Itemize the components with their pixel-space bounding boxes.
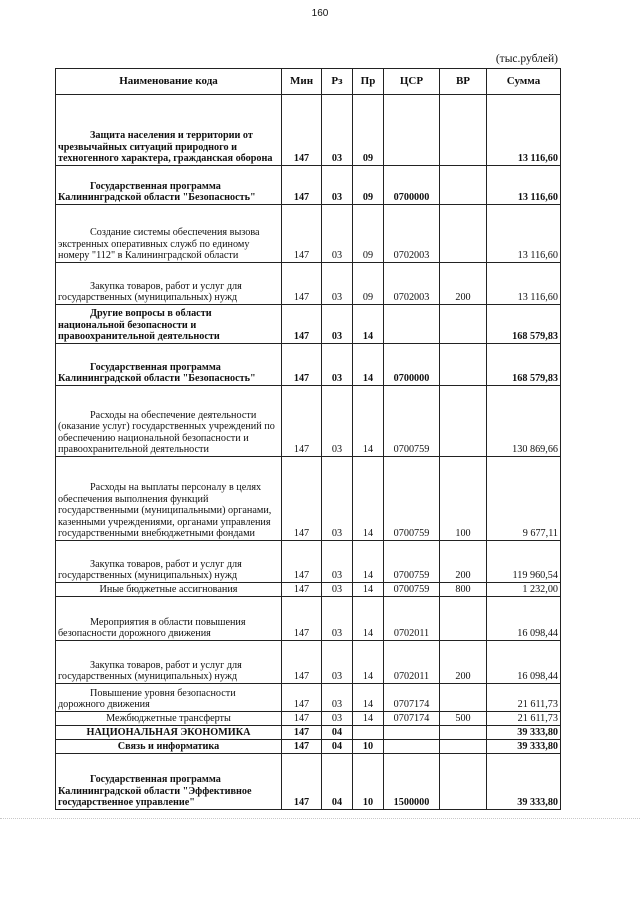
cell-vr: 200 (440, 263, 487, 305)
cell-rz: 04 (322, 754, 353, 810)
row-label: Защита населения и территории от чрезвычайных ситуаций природного и техногенного характера, гражданская оборона (58, 130, 273, 165)
cell-vr (440, 166, 487, 205)
cell-rz: 03 (322, 166, 353, 205)
cell-name (56, 754, 282, 810)
cell-vr (440, 344, 487, 386)
cell-pr: 10 (353, 740, 384, 754)
row-label: Иные бюджетные ассигнования (99, 584, 238, 596)
row-label: НАЦИОНАЛЬНАЯ ЭКОНОМИКА (86, 727, 251, 739)
cell-vr: 800 (440, 583, 487, 597)
cell-min: 147 (282, 726, 322, 740)
cell-name (56, 166, 282, 205)
cell-vr (440, 95, 487, 166)
table-row (56, 166, 561, 205)
table-row (56, 641, 561, 684)
cell-name (56, 712, 282, 726)
table-row (56, 740, 561, 754)
row-label: Расходы на обеспечение деятельности (оказание услуг) государственных учреждений по обеспечению национальной безопасности и правоохранительной деятельности (58, 409, 275, 456)
header-rz: Рз (322, 69, 353, 95)
cell-pr: 09 (353, 166, 384, 205)
cell-pr: 14 (353, 305, 384, 344)
table-row (56, 712, 561, 726)
units-label: (тыс.рублей) (495, 53, 558, 65)
cell-vr (440, 754, 487, 810)
cell-sum: 168 579,83 (487, 344, 561, 386)
cell-rz: 04 (322, 726, 353, 740)
table-row (56, 684, 561, 712)
row-label: Межбюджетные трансферты (106, 713, 231, 725)
cell-sum: 130 869,66 (487, 386, 561, 457)
cell-pr: 14 (353, 712, 384, 726)
table-row (56, 305, 561, 344)
cell-name (56, 205, 282, 263)
cell-rz: 03 (322, 263, 353, 305)
cell-pr: 14 (353, 344, 384, 386)
cell-pr: 14 (353, 541, 384, 583)
cell-sum: 168 579,83 (487, 305, 561, 344)
cell-csr (384, 726, 440, 740)
cell-min: 147 (282, 263, 322, 305)
cell-rz: 03 (322, 205, 353, 263)
cell-pr: 10 (353, 754, 384, 810)
cell-name (56, 305, 282, 344)
header-sum: Сумма (487, 69, 561, 95)
cell-min: 147 (282, 583, 322, 597)
cell-name (56, 541, 282, 583)
cell-sum: 16 098,44 (487, 597, 561, 641)
cell-pr: 09 (353, 205, 384, 263)
cell-name (56, 740, 282, 754)
cell-min: 147 (282, 166, 322, 205)
cell-sum: 21 611,73 (487, 712, 561, 726)
cell-pr: 09 (353, 263, 384, 305)
cell-vr (440, 684, 487, 712)
cell-sum: 13 116,60 (487, 205, 561, 263)
cell-csr: 0702003 (384, 205, 440, 263)
cell-sum: 1 232,00 (487, 583, 561, 597)
cell-pr: 14 (353, 597, 384, 641)
cell-pr: 14 (353, 386, 384, 457)
cell-sum: 119 960,54 (487, 541, 561, 583)
cell-csr: 0700759 (384, 386, 440, 457)
row-label: Мероприятия в области повышения безопасности дорожного движения (58, 616, 246, 640)
cell-sum: 13 116,60 (487, 166, 561, 205)
cell-pr (353, 726, 384, 740)
row-label: Создание системы обеспечения вызова экстренных оперативных служб по единому номеру "112" в Калининградской области (58, 227, 260, 262)
cell-min: 147 (282, 457, 322, 541)
cell-min: 147 (282, 641, 322, 684)
table-row (56, 597, 561, 641)
cell-min: 147 (282, 205, 322, 263)
cell-min: 147 (282, 754, 322, 810)
cell-sum: 16 098,44 (487, 641, 561, 684)
cell-name (56, 263, 282, 305)
row-label: Государственная программа Калининградской области "Эффективное государственное управление" (58, 774, 252, 809)
table-row (56, 386, 561, 457)
cell-name (56, 597, 282, 641)
row-label: Другие вопросы в области национальной безопасности и правоохранительной деятельности (58, 308, 220, 343)
table-row (56, 263, 561, 305)
cell-name (56, 457, 282, 541)
header-vr: ВР (440, 69, 487, 95)
cell-vr (440, 726, 487, 740)
table-header-row (56, 69, 561, 95)
row-label: Расходы на выплаты персоналу в целях обеспечения выполнения функций государственными (муниципальными) органами, казенными учреждениями, органами управления государственными внебюджетными фондами (58, 482, 272, 540)
cell-csr: 0702011 (384, 597, 440, 641)
cell-name (56, 344, 282, 386)
cell-vr (440, 205, 487, 263)
cell-min: 147 (282, 712, 322, 726)
row-label: Закупка товаров, работ и услуг для государственных (муниципальных) нужд (58, 558, 242, 582)
cell-vr: 500 (440, 712, 487, 726)
cell-sum: 13 116,60 (487, 263, 561, 305)
cell-csr (384, 95, 440, 166)
cell-min: 147 (282, 344, 322, 386)
cell-sum: 39 333,80 (487, 726, 561, 740)
cell-pr: 09 (353, 95, 384, 166)
table-row (56, 344, 561, 386)
cell-min: 147 (282, 95, 322, 166)
cell-sum: 21 611,73 (487, 684, 561, 712)
cell-vr (440, 386, 487, 457)
header-min: Мин (282, 69, 322, 95)
table-row (56, 583, 561, 597)
table-row (56, 95, 561, 166)
cell-csr: 0700759 (384, 457, 440, 541)
cell-rz: 03 (322, 583, 353, 597)
cell-pr: 14 (353, 583, 384, 597)
cell-csr (384, 740, 440, 754)
cell-sum: 9 677,11 (487, 457, 561, 541)
row-label: Государственная программа Калининградской области "Безопасность" (58, 361, 256, 385)
row-label: Повышение уровня безопасности дорожного движения (58, 687, 236, 711)
cell-min: 147 (282, 541, 322, 583)
cell-vr: 200 (440, 641, 487, 684)
cell-sum: 13 116,60 (487, 95, 561, 166)
cell-min: 147 (282, 386, 322, 457)
cell-rz: 03 (322, 541, 353, 583)
table-row (56, 457, 561, 541)
row-label: Связь и информатика (117, 741, 220, 753)
cell-csr (384, 305, 440, 344)
cell-csr: 0700759 (384, 583, 440, 597)
cell-pr: 14 (353, 641, 384, 684)
cell-csr: 0700759 (384, 541, 440, 583)
page-number: 160 (311, 8, 329, 19)
cell-pr: 14 (353, 684, 384, 712)
cell-name (56, 583, 282, 597)
cell-vr: 200 (440, 541, 487, 583)
table-body (56, 95, 561, 810)
cell-rz: 03 (322, 597, 353, 641)
cell-vr (440, 597, 487, 641)
cell-pr: 14 (353, 457, 384, 541)
cell-rz: 03 (322, 95, 353, 166)
cell-rz: 03 (322, 344, 353, 386)
cell-sum: 39 333,80 (487, 754, 561, 810)
cell-name (56, 726, 282, 740)
cell-name (56, 95, 282, 166)
row-label: Государственная программа Калининградской области "Безопасность" (58, 180, 256, 204)
table-row (56, 726, 561, 740)
header-pr: Пр (353, 69, 384, 95)
row-label: Закупка товаров, работ и услуг для государственных (муниципальных) нужд (58, 659, 242, 683)
table-row (56, 205, 561, 263)
cell-rz: 04 (322, 740, 353, 754)
cell-min: 147 (282, 740, 322, 754)
cell-vr (440, 305, 487, 344)
cell-vr (440, 740, 487, 754)
cell-vr: 100 (440, 457, 487, 541)
cell-name (56, 641, 282, 684)
cell-csr: 0707174 (384, 712, 440, 726)
cell-rz: 03 (322, 305, 353, 344)
cell-name (56, 684, 282, 712)
cell-rz: 03 (322, 641, 353, 684)
cell-min: 147 (282, 684, 322, 712)
header-name: Наименование кода (56, 69, 282, 95)
row-label: Закупка товаров, работ и услуг для государственных (муниципальных) нужд (58, 280, 242, 304)
cell-csr: 1500000 (384, 754, 440, 810)
cell-rz: 03 (322, 386, 353, 457)
table-row (56, 754, 561, 810)
cell-csr: 0702011 (384, 641, 440, 684)
cell-sum: 39 333,80 (487, 740, 561, 754)
budget-table (55, 68, 561, 810)
scan-artifact-line (0, 818, 640, 819)
cell-csr: 0700000 (384, 166, 440, 205)
cell-name (56, 386, 282, 457)
cell-csr: 0707174 (384, 684, 440, 712)
cell-csr: 0702003 (384, 263, 440, 305)
cell-min: 147 (282, 305, 322, 344)
cell-rz: 03 (322, 712, 353, 726)
cell-rz: 03 (322, 684, 353, 712)
cell-csr: 0700000 (384, 344, 440, 386)
cell-min: 147 (282, 597, 322, 641)
header-csr: ЦСР (384, 69, 440, 95)
cell-rz: 03 (322, 457, 353, 541)
table-row (56, 541, 561, 583)
